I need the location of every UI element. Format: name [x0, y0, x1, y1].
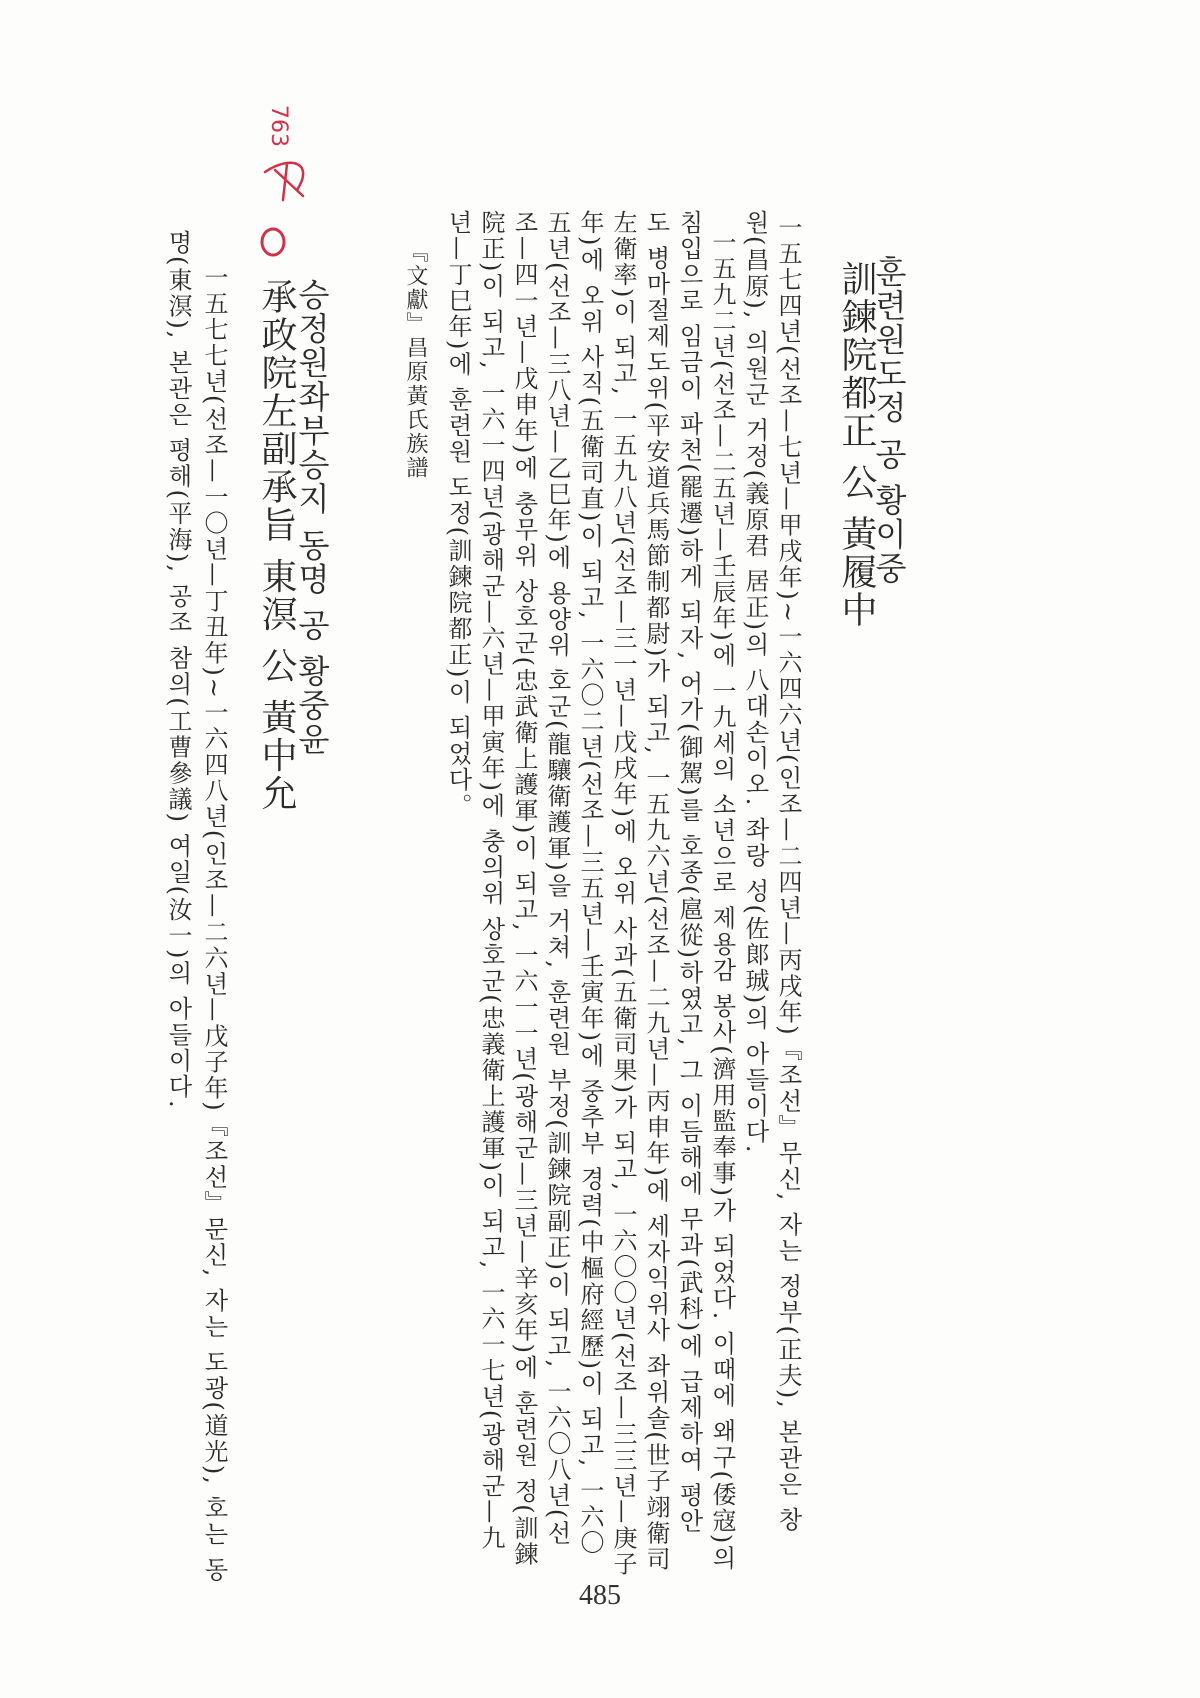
entry2-body-line: 一五七七년(선조—一〇년—丁丑年)~一六四八년(인조—二六년—戊子年)『조선』문신, 자는 도광(道光), 호는 동: [200, 265, 228, 1584]
handwritten-number: 763: [266, 105, 291, 147]
entry1-reference: 『文獻』昌原黃氏族譜: [403, 240, 428, 480]
entry1-title-hangul: 훈련원도정 공 황이중: [870, 255, 908, 586]
entry2-body-line: 명(東溟), 본관은 평해(平海), 공조 참의(工曹參議) 여일(汝一)의 아들이다.: [164, 230, 192, 1110]
entry1-title-hanja: 訓鍊院都正 公 黃履中: [836, 260, 877, 629]
entry1-body-line: 五년(선조—三八년—乙巳年)에 용양위 호군(龍驤衛護軍)을 거쳐, 훈련원 부정(訓鍊院副正)이 되고, 一六〇八년(선: [543, 210, 571, 1547]
entry1-body-line: 左衛率)이 되고, 一五九八년(선조—三一년—戊戌年)에 오위 사과(五衛司果)가 되고, 一六〇〇년(선조—三三년—庚子: [609, 210, 637, 1578]
entry2-title-hanja: 承政院左副承旨 東溟 公 黃中允: [256, 278, 297, 813]
entry1-body-line: 院正)이 되고, 一六一四년(광해군—六년—甲寅年)에 충의위 상호군(忠義衛上護軍)이 되고, 一六一七년(광해군—九: [477, 210, 505, 1552]
page-number: 485: [579, 1580, 621, 1611]
entry1-body-line: 도 병마절제도위(平安道兵馬節制都尉)가 되고, 一五九六년(선조—二九년—丙申年)에 세자익위사 좌위솔(世子翊衛司: [642, 210, 670, 1573]
entry1-body-line: 年)에 오위 사직(五衛司直)이 되고, 一六〇二년(선조—三五년—壬寅年)에 중추부 경력(中樞府經歷)이 되고, 一六〇: [576, 210, 604, 1556]
entry1-body-line: 년—丁巳年)에 훈련원 도정(訓鍊院都正)이 되었다。: [444, 210, 472, 819]
entry1-body-line: 一五九二년(선조—二五년—壬辰年)에 一九세의 소년으로 제용감 봉사(濟用監奉事)가 되었다. 이때에 왜구(倭寇)의: [708, 230, 736, 1572]
entry1-body-line: 침입으로 임금이 파천(罷遷)하게 되자, 어가(御駕)를 호종(扈從)하였고, 그 이듬해에 무과(武科)에 급제하여 평안: [675, 210, 703, 1535]
entry1-body-line: 원(昌原), 의원군 거정(義原君 居正)의 八대손이오. 좌랑 성(佐郞珹)의 아들이다.: [741, 210, 769, 1155]
entry2-title-hangul: 승정원좌부승지 동명 공 황중윤: [293, 278, 331, 757]
entry1-body-line: 一五七四년(선조—七년—甲戌年)~一六四六년(인조—二四년—丙戌年)『조선』무신, 자는 정부(正夫), 본관은 창: [774, 215, 802, 1534]
handwritten-annotation: [235, 100, 345, 280]
entry1-body-line: 조—四一년—戊申年)에 충무위 상호군(忠武衛上護軍)이 되고, 一六一一년(광해군—三년—辛亥年)에 훈련원 정(訓鍊: [510, 210, 538, 1568]
